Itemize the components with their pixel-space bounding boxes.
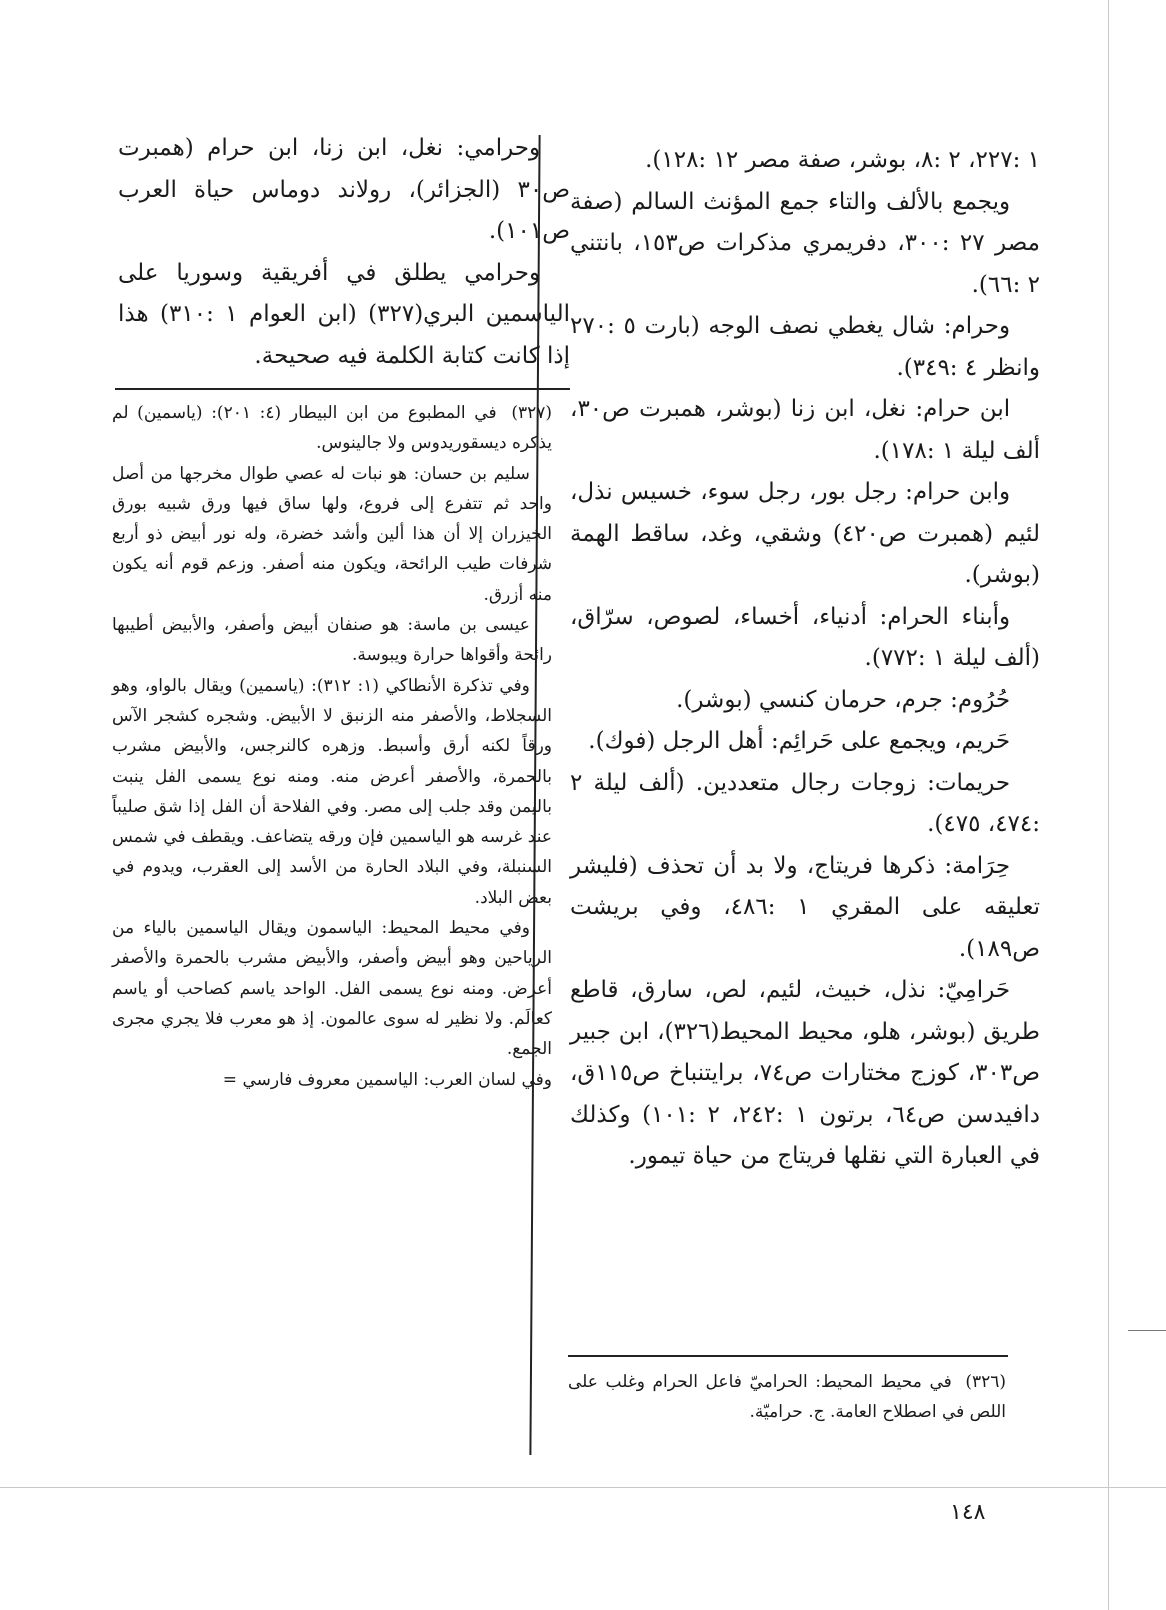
footnote-paragraph: وفي تذكرة الأنطاكي (١: ٣١٢): (ياسمين) ويقال بالواو، وهو السجلاط، والأصفر منه الزنبق لا الأبيض. وشجره كشجر الآس ورقاً لكنه أرق وأسبط. وزهره كالنرجس، والأبيض مشرب بالحمرة، والأصفر أعرض منه. ومنه نوع يسمى الفل ينبت باليمن وقد جلب إلى مصر. وفي الفلاحة أن الفل إذا شق صليباً عند غرسه هو الياسمين فإن ورقه يتضاعف. ويقطف في شمس السنبلة، وفي البلاد الحارة من الأسد إلى العقرب، ويدوم في بعض البلاد.	[112, 675, 552, 908]
right-paragraph: وأبناء الحرام: أدنياء، أخساء، لصوص، سرّاق، (ألف ليلة ١ :٧٧٢).	[570, 603, 1040, 671]
right-paragraph: وابن حرام: رجل بور، رجل سوء، خسيس نذل، لئيم (همبرت ص٤٢٠) وشقي، وغد، ساقط الهمة (بوشر).	[570, 479, 1040, 588]
footnote-paragraph: وفي لسان العرب: الياسمين معروف فارسي =	[222, 1069, 552, 1090]
right-paragraph: حِرَامة: ذكرها فريتاج، ولا بد أن تحذف (فليشر تعليقه على المقري ١ :٤٨٦، وفي بريشت ص١٨٩).	[570, 852, 1041, 962]
footnote-326	[568, 1367, 1006, 1428]
right-paragraph: حَريم، ويجمع على حَرائِم: أهل الرجل (فوك).	[588, 728, 1011, 754]
footnote-lead-text: في المطبوع من ابن البيطار (٤: ٢٠١): (ياسمين) لم يذكره ديسقوريدوس ولا جالينوس.	[112, 403, 552, 454]
footnote-lead	[112, 398, 552, 459]
right-paragraph: وحرام: شال يغطي نصف الوجه (بارت ٥ :٢٧٠ وانظر ٤ :٣٤٩).	[570, 313, 1040, 381]
left-paragraph: وحرامي يطلق في أفريقية وسوريا على الياسمين البري(٣٢٧) (ابن العوام ١ :٣١٠) هذا إذا كانت كتابة الكلمة فيه صحيحة.	[118, 259, 570, 369]
right-column	[570, 140, 1040, 1178]
footnote-number: (٣٢٧)	[511, 403, 552, 423]
left-column	[118, 128, 570, 377]
right-paragraph: ١ :٢٢٧، ٢ :٨، بوشر، صفة مصر ١٢ :١٢٨).	[645, 147, 1040, 173]
footnote-body	[568, 1367, 1006, 1428]
footnote-paragraph: عيسى بن ماسة: هو صنفان أبيض وأصفر، والأبيض أطيبها رائحة وأقواها حرارة ويبوسة.	[112, 615, 552, 666]
right-paragraph: حريمات: زوجات رجال متعددين. (ألف ليلة ٢ :٤٧٤، ٤٧٥).	[570, 769, 1040, 837]
scan-edge-vertical	[1108, 0, 1109, 1610]
footnote-paragraph: وفي محيط المحيط: الياسمون ويقال الياسمين بالياء من الرياحين وهو أبيض وأصفر، والأبيض مشرب بالحمرة والأصفر أعرض. ومنه نوع يسمى الفل. الواحد ياسم كصاحب أو ياسم كعالَم. ولا نظير له سوى عالمون. إذ هو معرب فلا يجري مجرى الجمع.	[112, 918, 552, 1060]
right-paragraph: حُرُوم: جرم، حرمان كنسي (بوشر).	[676, 686, 1011, 713]
right-paragraph: ابن حرام: نغل، ابن زنا (بوشر، همبرت ص٣٠، ألف ليلة ١ :١٧٨).	[570, 396, 1040, 464]
right-paragraph: حَرامِيّ: نذل، خبيث، لئيم، لص، سارق، قاطع طريق (بوشر، هلو، محيط المحيط(٣٢٦)، ابن جبير ص٣٠٣، كوزج مختارات ص٧٤، برايتنباخ ص١١٥ق، دافيدسن ص٦٤، برتون ١ :٢٤٢، ٢ :١٠١) وكذلك في العبارة التي نقلها فريتاج من حياة تيمور.	[570, 977, 1041, 1169]
footnote-number: (٣٢٦)	[965, 1372, 1006, 1392]
page-number: ١٤٨	[950, 1500, 986, 1525]
footnote-text: في محيط المحيط: الحراميّ فاعل الحرام وغلب على اللص في اصطلاح العامة. ج. حراميّة.	[568, 1372, 1006, 1423]
scan-edge-mark	[1128, 1330, 1166, 1331]
footnote-rule	[568, 1355, 1008, 1357]
footnote-paragraph: سليم بن حسان: هو نبات له عصي طوال مخرجها من أصل واحد ثم تتفرع إلى فروع، ولها ساق فيها ورق شبيه بورق الخيزران إلا أن هذا ألين وأشد خضرة، وله نور أبيض ذو أربع شرفات طيب الرائحة، ويكون منه أصفر. وزعم قوم أنه يكون منه أزرق.	[112, 463, 552, 605]
scan-edge-horizontal	[0, 1487, 1166, 1488]
footnote-327	[112, 398, 552, 1095]
footnote-rule	[115, 388, 570, 390]
right-paragraph: ويجمع بالألف والتاء جمع المؤنث السالم (صفة مصر ٢٧ :٣٠٠، دفريمري مذكرات ص١٥٣، بانتني ٢ :٦٦).	[570, 188, 1040, 298]
left-paragraph: وحرامي: نغل، ابن زنا، ابن حرام (همبرت ص٣٠ (الجزائر)، رولاند دوماس حياة العرب ص١٠١).	[118, 135, 570, 244]
